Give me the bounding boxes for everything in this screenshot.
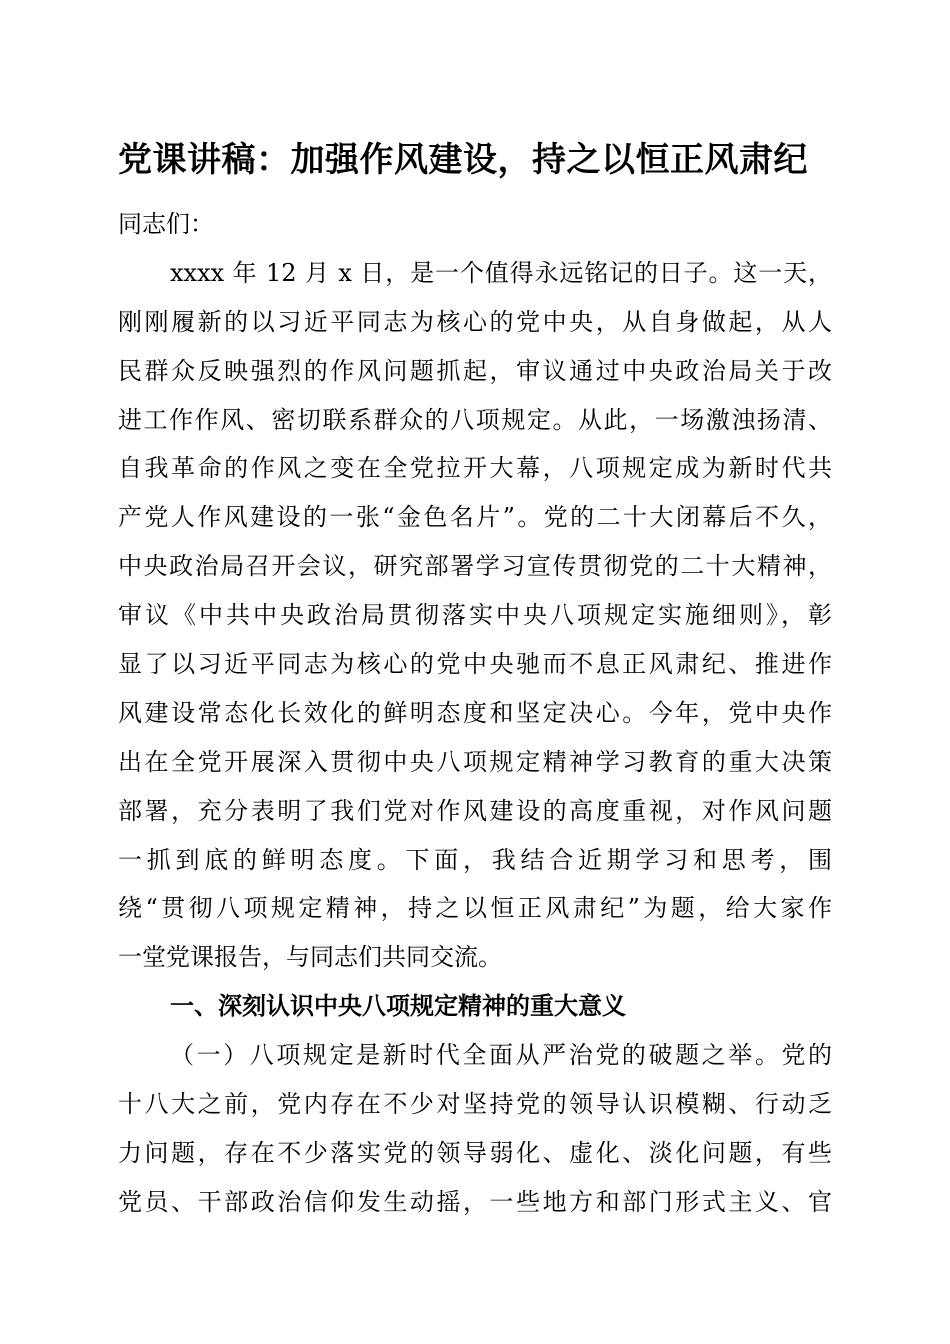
section-heading: 一、深刻认识中央八项规定精神的重大意义: [170, 992, 626, 1021]
paragraph-1-line: 风建设常态化长效化的鲜明态度和坚定决心。今年，党中央作: [118, 698, 832, 727]
document-body: [118, 200, 832, 1227]
paragraph-2-line: 十八大之前，党内存在不少对坚持党的领导认识模糊、行动乏: [118, 1090, 832, 1119]
document-title: 党课讲稿：加强作风建设，持之以恒正风肃纪: [118, 140, 808, 180]
paragraph-1-line: 进工作作风、密切联系群众的八项规定。从此，一场激浊扬清、: [118, 405, 832, 434]
paragraph-2-line: [118, 1031, 832, 1080]
salutation: 同志们：: [118, 210, 214, 238]
paragraph-2-line: 党员、干部政治信仰发生动摇，一些地方和部门形式主义、官: [118, 1187, 832, 1216]
paragraph-2-line: 力问题，存在不少落实党的领导弱化、虚化、淡化问题，有些: [118, 1138, 832, 1167]
paragraph-1-line: 产党人作风建设的一张“金色名片”。党的二十大闭幕后不久，: [118, 503, 832, 532]
paragraph-1-line: 绕“贯彻八项规定精神，持之以恒正风肃纪”为题，给大家作: [118, 894, 832, 923]
paragraph-1-line: 自我革命的作风之变在全党拉开大幕，八项规定成为新时代共: [118, 454, 832, 483]
paragraph-1-line: xxxx 年 12 月 x 日，是一个值得永远铭记的日子。这一天，: [170, 258, 832, 287]
paragraph-2-first-text: 党的: [781, 1041, 833, 1070]
paragraph-1-line: 民群众反映强烈的作风问题抓起，审议通过中央政治局关于改: [118, 356, 832, 385]
subsection-heading: （一）八项规定是新时代全面从严治党的破题之举。: [170, 1041, 782, 1070]
paragraph-1-line: 刚刚履新的以习近平同志为核心的党中央，从自身做起，从人: [118, 307, 832, 336]
paragraph-1-line: 中央政治局召开会议，研究部署学习宣传贯彻党的二十大精神，: [118, 552, 832, 581]
paragraph-1-line: 部署，充分表明了我们党对作风建设的高度重视，对作风问题: [118, 796, 832, 825]
paragraph-1-line: 一抓到底的鲜明态度。下面，我结合近期学习和思考，围: [118, 845, 832, 874]
paragraph-1-line: 显了以习近平同志为核心的党中央驰而不息正风肃纪、推进作: [118, 650, 832, 679]
paragraph-1-line: 出在全党开展深入贯彻中央八项规定精神学习教育的重大决策: [118, 747, 832, 776]
paragraph-1-line: 一堂党课报告，与同志们共同交流。: [118, 943, 502, 972]
paragraph-1-line: 审议《中共中央政治局贯彻落实中央八项规定实施细则》，彰: [118, 601, 832, 630]
